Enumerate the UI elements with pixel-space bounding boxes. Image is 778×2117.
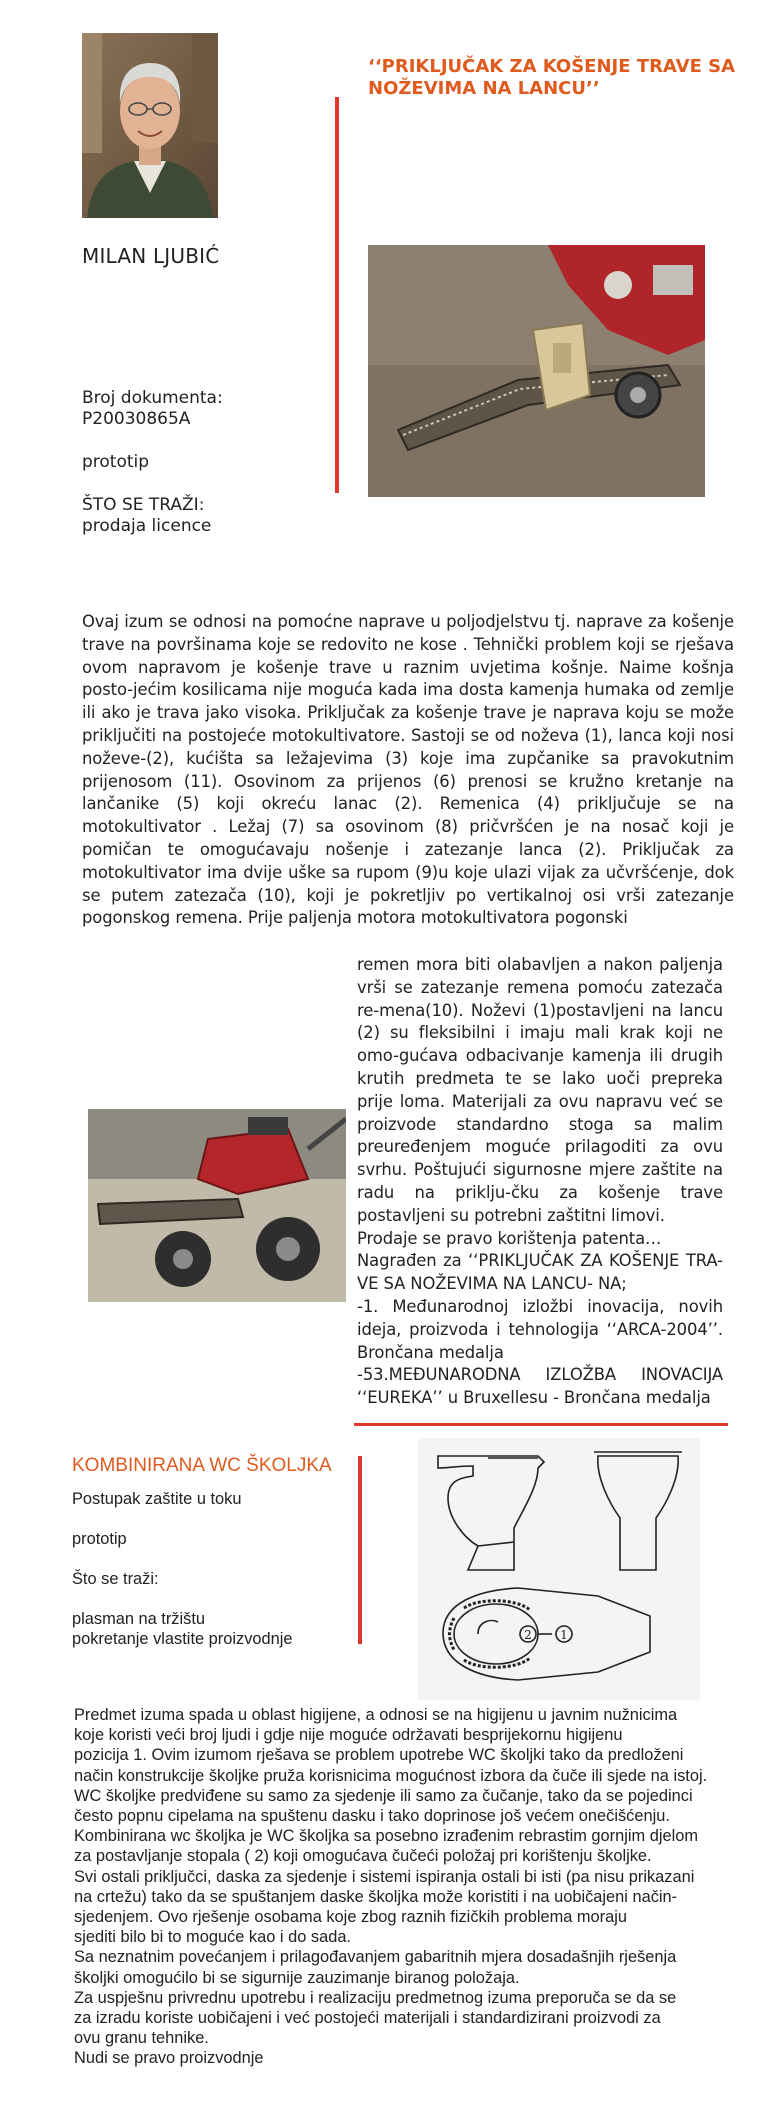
author-name: MILAN LJUBIĆ <box>82 244 220 268</box>
invention-title <box>368 56 748 100</box>
section-separator <box>354 1423 728 1426</box>
text-line: pozicija 1. Ovim izumom rješava se problem upotrebe WC školjki tako da predloženi <box>74 1746 684 1765</box>
text-line: koje koristi veći broj ljudi i gdje nije moguće održavati besprijekornu higijenu <box>74 1726 623 1745</box>
text-line: sjediti bilo bi to moguće kao i do sada. <box>74 1928 351 1947</box>
motocultivator-photo <box>88 1109 346 1302</box>
title-line-1: ‘‘PRIKLJUČAK ZA KOŠENJE TRAVE SA <box>368 56 736 77</box>
author-portrait <box>82 33 218 218</box>
toilet-technical-drawing <box>418 1438 700 1700</box>
title-line-2: NOŽEVIMA NA LANCU’’ <box>368 78 600 99</box>
text-line: ovu granu tehnike. <box>74 2029 209 2048</box>
text-line: školjki omogućilo bi se sigurnije zauzimanje biranog položaja. <box>74 1968 520 1987</box>
wanted-value: plasman na tržištu <box>72 1610 206 1628</box>
doc-number: P20030865A <box>82 409 191 429</box>
text-line: Predmet izuma spada u oblast higijene, a odnosi se na higijenu u javnim nužnicima <box>74 1706 678 1724</box>
status-text: prototip <box>82 452 150 472</box>
wc-description-text <box>74 1705 754 2069</box>
description-continued: remen mora biti olabavljen a nakon paljenja vrši se zatezanje remena pomoću zatezača re-mena(10). Noževi (1)postavljeni na lancu (2) su fleksibilni i imaju mali krak koji ne omo-gućava odbacivanje kamenja ili drugih krutih predmeta te se lako uoči prepreka prije loma. Materijali za ovu napravu već se proizvode standardno stoga sa malim preuređenjem moguće prilagoditi za ovu svrhu. Poštujući sigurnosne mjere zaštite na radu na priklju-čku za košenje trave postavljeni su potrebni zaštitni limovi. <box>357 955 723 1225</box>
text-line: Za uspješnu privrednu upotrebu i realizaciju predmetnog izuma preporuča se da se <box>74 1988 677 2007</box>
patent-sale-text: Prodaje se pravo korištenja patenta… <box>357 1228 662 1248</box>
text-line: Sa neznatnim povećanjem i prilagođavanjem gabaritnih mjera dosadašnjih rješenja <box>74 1948 677 1967</box>
award-intro: Nagrađen za ‘‘PRIKLJUČAK ZA KOŠENJE TRA-VE SA NOŽEVIMA NA LANCU- NA; <box>357 1251 723 1294</box>
wanted-value: prodaja licence <box>82 516 212 536</box>
wanted-label: ŠTO SE TRAŽI: <box>82 495 205 515</box>
wanted-label: Što se traži: <box>72 1570 159 1588</box>
text-line: Kombinirana wc školjka je WC školjka sa posebno izrađenim rebrastim gornjim djelom <box>74 1827 698 1846</box>
text-line: na crtežu) tako da se spuštanjem daske školjka može koristiti i na uobičajeni način- <box>74 1887 678 1906</box>
text-line: Svi ostali priključci, daska za sjedenje i sistemi ispiranja ostali bi isti (pa nisu prikazani <box>74 1867 695 1886</box>
doc-number-label: Broj dokumenta: <box>82 388 223 408</box>
text-line: za izradu koriste uobičajeni i već postojeći materijali i standardizirani proizvodi za <box>74 2009 661 2028</box>
text-line: često popnu cipelama na spuštenu dasku i tako doprinose još većem onečišćenju. <box>74 1807 670 1826</box>
award-item: -1. Međunarodnoj izložbi inovacija, novih ideja, proizvoda i tehnologija ‘‘ARCA-2004’’. Brončana medalja <box>357 1296 723 1362</box>
text-line: za postavljanje stopala ( 2) koji omogućava čučeći položaj pri korištenju školjke. <box>74 1847 652 1866</box>
text-line: Nudi se pravo proizvodnje <box>74 2049 264 2068</box>
text-line: sjedenjem. Ovo rješenje osobama koje zbog raznih fizičkih problema moraju <box>74 1908 627 1927</box>
wanted-value: pokretanje vlastite proizvodnje <box>72 1630 293 1648</box>
award-item: -53.MEĐUNARODNA IZLOŽBA INOVACIJA ‘‘EUREKA’’ u Bruxellesu - Brončana medalja <box>357 1365 723 1408</box>
status-text: prototip <box>72 1530 127 1548</box>
drawing-label: 2 <box>524 1628 532 1642</box>
vertical-divider <box>335 97 339 493</box>
description-text-part-1: Ovaj izum se odnosi na pomoćne naprave u poljodjelstvu tj. naprave za košenje trave na površinama koje se redovito ne kose . Tehnički problem koji se rješava ovom napravom je košenje trave u raznim uvjetima košnje. Naime košnja posto-jećim kosilicama nije moguća kada ima dosta kamenja humaka od zemlje ili ako je trava jako visoka. Priključak za košenje trave je naprava koju se može priključiti na postojeće motokultivatore. Sastoji se od noževa (1), lanca koji nosi noževe-(2), kućišta sa ležajevima (3) koje ima zupčanike sa pravokutnim prijenosom (11). Osovinom za prijenos (6) prenosi se kružno kretanje na lančanike (5) koji okreću lanac (2). Remenica (4) priključuje se na motokultivator . Ležaj (7) sa osovinom (8) pričvršćen je na nosač koji je pomičan te omogućavaju nošenje i zatezanje lanca (2). Priključak za motokultivator ima dvije uške sa rupom (9)u koje ulazi vijak za učvršćenje, dok se putem zatezača (10), koji je pokretljiv po vertikalnoj osi vrši zatezanje pogonskog remena. Prije paljenja motora motokultivatora pogonski <box>82 612 734 928</box>
wc-meta <box>72 1489 293 1649</box>
wc-section-title: KOMBINIRANA WC ŠKOLJKA <box>72 1455 332 1476</box>
protection-status: Postupak zaštite u toku <box>72 1490 242 1508</box>
vertical-divider <box>358 1456 362 1644</box>
document-meta <box>82 388 223 537</box>
description-text-part-2 <box>357 954 723 1410</box>
drawing-label: 1 <box>560 1628 568 1642</box>
text-line: WC školjke predviđene su samo za sjedenje ili samo za čučanje, tako da se pojedinci <box>74 1786 693 1805</box>
text-line: način konstrukcije školjke pruža korisnicima mogućnost izbora da čuče ili sjede na istoj. <box>74 1766 708 1785</box>
attachment-photo <box>368 245 705 497</box>
